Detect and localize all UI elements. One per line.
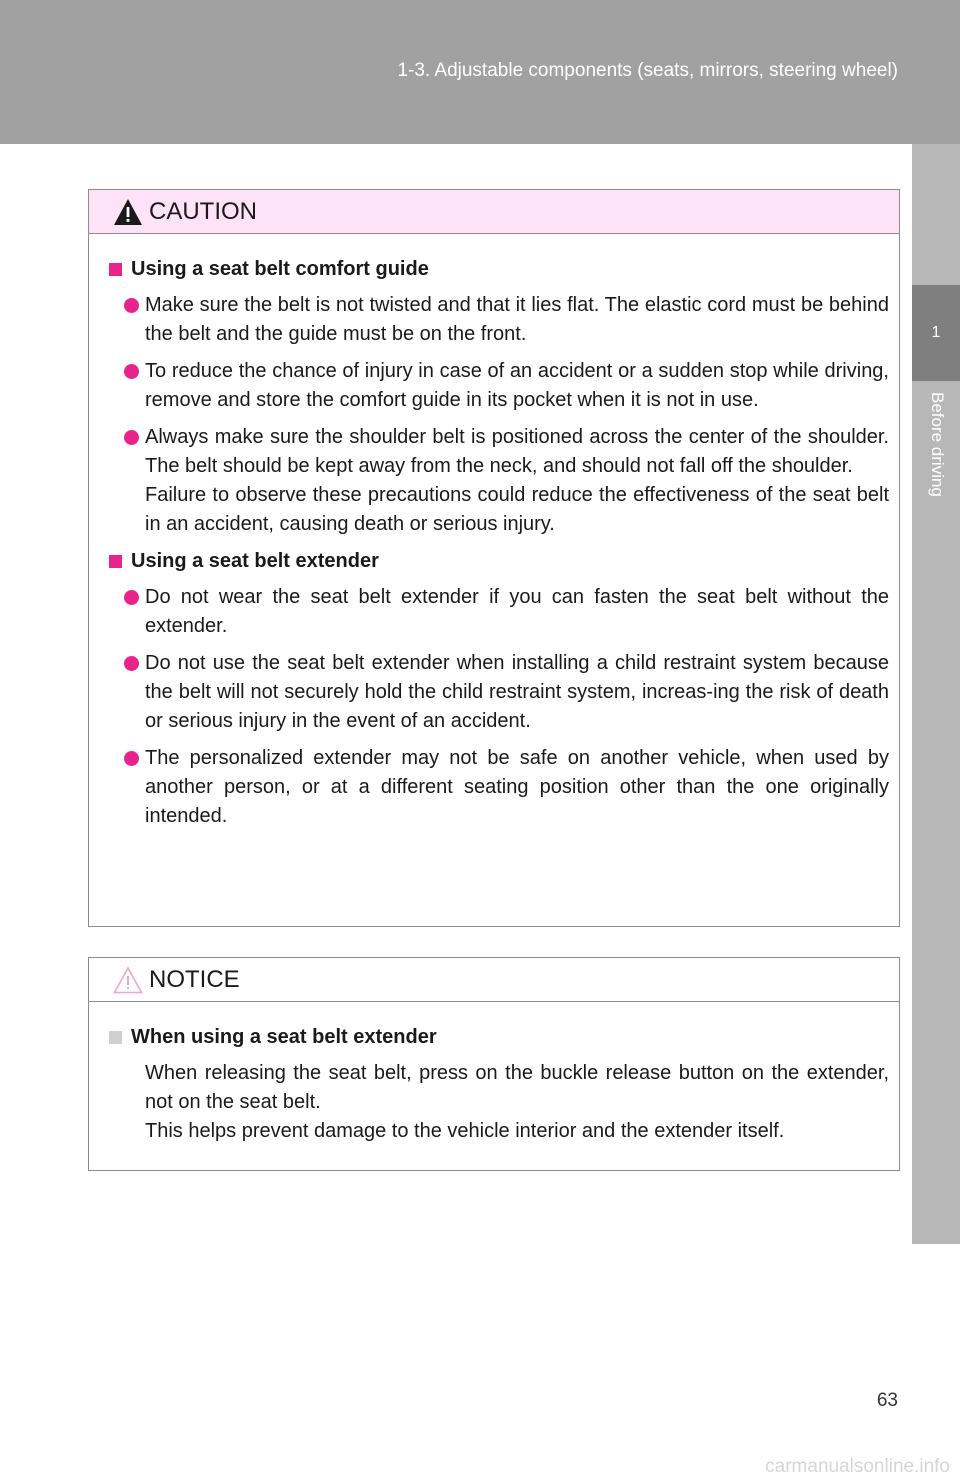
caution-bullet-item [117, 357, 889, 415]
notice-heading: When using a seat belt extender [117, 1023, 889, 1052]
bullet-text: Do not use the seat belt extender when installing a child restraint system because the belt will not securely hold the child restraint system, increas-ing the risk of death or serious injury in the event of an accident. [145, 652, 889, 732]
notice-line: When releasing the seat belt, press on the buckle release button on the extender, not on the seat belt. [145, 1062, 889, 1113]
square-bullet-icon [109, 263, 122, 276]
notice-body [89, 1002, 899, 1146]
bullet-dot-icon [124, 364, 139, 379]
notice-box [88, 957, 900, 1171]
caution-bullet-item [117, 649, 889, 736]
page-header [0, 0, 960, 144]
caution-section-heading: Using a seat belt extender [117, 547, 889, 576]
square-bullet-icon [109, 1031, 122, 1044]
bullet-dot-icon [124, 656, 139, 671]
caution-bullet-item [117, 291, 889, 349]
notice-header [89, 958, 899, 1002]
bullet-text: Always make sure the shoulder belt is positioned across the center of the shoulder. The belt should be kept away from the neck, and should not fall off the shoulder. [145, 426, 889, 477]
page-number: 63 [876, 1390, 898, 1411]
caution-bullet-item [117, 583, 889, 641]
caution-bullet-item [117, 423, 889, 539]
bullet-text: Failure to observe these precautions could reduce the effectiveness of the seat belt in an accident, causing death or serious injury. [145, 484, 889, 535]
bullet-dot-icon [124, 751, 139, 766]
bullet-dot-icon [124, 590, 139, 605]
chapter-title: 1-3. Adjustable components (seats, mirrors, steering wheel) [397, 60, 898, 81]
notice-paragraph [117, 1059, 889, 1146]
caution-header [89, 190, 899, 234]
caution-section-heading: Using a seat belt comfort guide [117, 255, 889, 284]
notice-line: This helps prevent damage to the vehicle interior and the extender itself. [145, 1120, 785, 1142]
square-bullet-icon [109, 555, 122, 568]
watermark: carmanualsonline.info [765, 1456, 950, 1477]
caution-box [88, 189, 900, 927]
notice-label: NOTICE [149, 965, 240, 993]
bullet-dot-icon [124, 298, 139, 313]
bullet-text: Do not wear the seat belt extender if you can fasten the seat belt without the extender. [145, 586, 889, 637]
bullet-text: To reduce the chance of injury in case of an accident or a sudden stop while driving, remove and store the comfort guide in its pocket when it is not in use. [145, 360, 889, 411]
caution-label: CAUTION [149, 197, 257, 225]
side-tab-number: 1 [912, 285, 960, 381]
bullet-dot-icon [124, 430, 139, 445]
caution-bullet-item [117, 744, 889, 831]
bullet-text: The personalized extender may not be safe on another vehicle, when used by another person, or at a different seating position other than the one originally intended. [145, 747, 889, 827]
warning-triangle-icon [113, 197, 145, 227]
side-tab-label: Before driving [928, 392, 947, 497]
bullet-text: Make sure the belt is not twisted and that it lies flat. The elastic cord must be behind the belt and the guide must be on the front. [145, 294, 889, 345]
warning-outline-icon [113, 965, 145, 995]
caution-body [89, 234, 899, 831]
